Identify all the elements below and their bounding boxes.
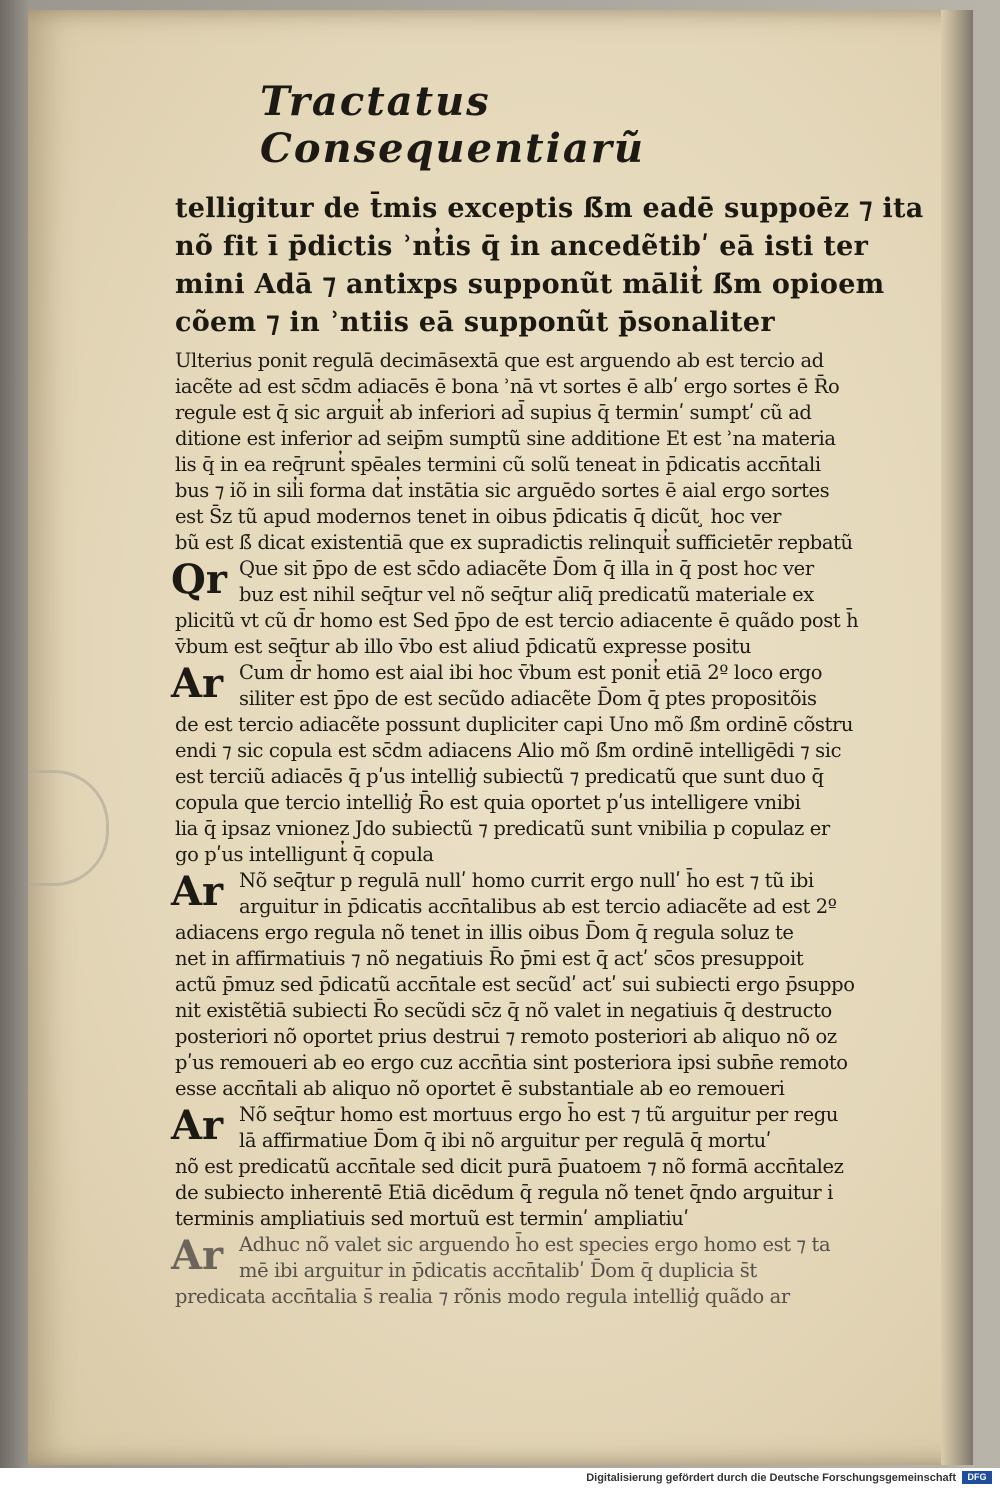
dfg-logo: DFG [962, 1471, 992, 1484]
text-line: adiacens ergo regula nõ tenet in illis oibus D̄om q̄ regula soluz te [175, 921, 794, 944]
text-line: Adhuc nõ valet sic arguendo h̄o est species ergo homo est ⁊ ta [239, 1233, 831, 1256]
paragraph [171, 1102, 844, 1232]
body-text [171, 348, 859, 1310]
text-line: de subiecto inherentē Etiā dicēdum q̄ regula nõ tenet q̄ndo arguitur i [175, 1181, 833, 1204]
text-line: ditione est inferior ad seip̄m sumptũ sine additione Et est ʾna materia [175, 427, 836, 450]
text-line: nit existẽtiā subiecti R̄o secũdi sc̄z q̄ nõ valet in negatiuis q̄ destructo [175, 999, 832, 1022]
page-text [171, 78, 924, 1310]
text-line: nõ fit ī p̄dictis ʾnt̓is q̄ in ancedẽtibʹ eā isti ter [175, 231, 869, 262]
initial-letter: Ar [171, 868, 224, 915]
text-line: mini Adā ⁊ antixps supponũt mālit̓ ß̄m opioem [175, 269, 885, 300]
text-line: siliter est p̄po de est secũdo adiacẽte D̄om q̄ ptes propositõis [239, 687, 817, 710]
text-line: lis q̄ in ea req̄runt̓ spēales termini cũ solũ teneat in p̄dicatis accn̄tali [175, 453, 821, 476]
text-line: lia q̄ ipsaz vnionez Jdo subiectũ ⁊ predicatũ sunt vnibilia p copulaz er [175, 817, 830, 840]
paragraph [175, 348, 853, 556]
text-line: plicitũ vt cũ d̄r homo est Sed p̄po de est tercio adiacente ē quãdo post h̄ [175, 609, 859, 632]
text-line: endi ⁊ sic copula est sc̄dm adiacens Alio mõ ß̄m ordinē intelligēdi ⁊ sic [175, 739, 842, 762]
text-line: buz est nihil seq̄tur vel nõ seq̄tur aliq̄ predicatũ materiale ex [239, 583, 814, 606]
text-line: actũ p̄muz sed p̄dicatũ accn̄tale est secũdʹ actʹ sui subiecti ergo p̄suppo [175, 973, 855, 996]
text-line: v̄bum est seq̄tur ab illo v̄bo est aliud p̄dicatũ expresse positu [175, 635, 752, 658]
text-line: bus ⁊ iõ in sil̓i forma dat̓ instātia sic arguēdo sortes ē aial ergo sortes [175, 479, 830, 502]
text-line: lā affirmatiue D̄om q̄ ibi nõ arguitur per regulā q̄ mortuʹ [239, 1129, 771, 1152]
text-line: Que sit p̄po de est sc̄do adiacẽte D̄om q̄ illa in q̄ post hoc ver [239, 557, 814, 580]
paragraph [171, 660, 854, 868]
footer-bar [0, 1468, 1000, 1488]
text-line: bũ est ß̄ dicat existentiā que ex supradictis relinquit̓ sufficietēr repbatũ [175, 531, 853, 554]
text-line: de est tercio adiacẽte possunt dupliciter capi Uno mõ ß̄m ordinē cõstru [175, 713, 854, 736]
page-clip-shadow [28, 770, 109, 886]
text-line: cõem ⁊ in ʾntiis eā supponũt p̄sonaliter [175, 307, 775, 338]
text-line: est S̄z tũ apud modernos tenet in oibus p̄dicatis q̄ dicũt ̧ hoc ver [175, 505, 781, 528]
paragraph [171, 1232, 835, 1310]
initial-letter: Ar [171, 1232, 224, 1279]
text-line: esse accn̄tali ab aliquo nõ oportet ē substantiale ab eo remoueri [175, 1077, 785, 1100]
text-line: regule est q̄ sic arguit̓ ab inferiori ad̄ supius q̄ terminʹ sumptʹ cũ ad [175, 401, 812, 424]
running-title: Tractatus Consequentiarũ [260, 78, 645, 172]
initial-letter: Qr [171, 556, 227, 603]
paragraph [171, 556, 859, 660]
text-line: nõ est predicatũ accn̄tale sed dicit purā p̄uatoem ⁊ nõ formā accn̄talez [175, 1155, 844, 1178]
text-line: Cum d̄r homo est aial ibi hoc v̄bum est ponit̓ etiā 2º loco ergo [239, 661, 823, 684]
paragraph [171, 868, 855, 1102]
text-line: terminis ampliatiuis sed mortuũ est terminʹ ampliatiuʹ [175, 1207, 689, 1230]
text-line: arguitur in p̄dicatis accn̄talibus ab est tercio adiacẽte ad est 2º [239, 895, 837, 918]
text-line: telligitur de t̄mis exceptis ß̄m eadē suppoēz ⁊ ita [175, 193, 924, 224]
text-line: mē ibi arguitur in p̄dicatis accn̄talibʹ D̄om q̄ duplicia s̄t [239, 1259, 757, 1282]
lead-lines [175, 190, 924, 342]
initial-letter: Ar [171, 1102, 224, 1149]
text-line: go pʹus intelligunt̓ q̄ copula [175, 843, 434, 866]
initial-letter: Ar [171, 660, 224, 707]
text-line: iacẽte ad est sc̄dm adiacēs ē bona ʾnā vt sortes ē albʹ ergo sortes ē R̄o [175, 375, 840, 398]
page-gutter [941, 10, 973, 1465]
text-line: predicata accn̄talia s̄ realia ⁊ rõnis modo regula intellig̓ quãdo ar [175, 1285, 790, 1308]
funding-credit: Digitalisierung gefördert durch die Deutsche Forschungsgemeinschaft [586, 1472, 956, 1484]
text-line: Ulterius ponit regulā decimāsextā que est arguendo ab est tercio ad [175, 349, 824, 372]
text-line: copula que tercio intellig̓ R̄o est quia oportet pʹus intelligere vnibi [175, 791, 801, 814]
text-line: posteriori nõ oportet prius destrui ⁊ remoto posteriori ab aliquo nõ oz [175, 1025, 837, 1048]
text-line: net in affirmatiuis ⁊ nõ negatiuis R̄o p̄mi est q̄ actʹ sc̄os presuppoit [175, 947, 804, 970]
text-line: Nõ seq̄tur p regulā nullʹ homo currit ergo nullʹ h̄o est ⁊ tũ ibi [239, 869, 814, 892]
text-line: est terciũ adiacēs q̄ pʹus intellig̓ subiectũ ⁊ predicatũ que sunt duo q̄ [175, 765, 824, 788]
text-line: pʹus remoueri ab eo ergo cuz accn̄tia sint posteriora ipsi subn̄e remoto [175, 1051, 848, 1074]
text-line: Nõ seq̄tur homo est mortuus ergo h̄o est ⁊ tũ arguitur per regu [239, 1103, 839, 1126]
